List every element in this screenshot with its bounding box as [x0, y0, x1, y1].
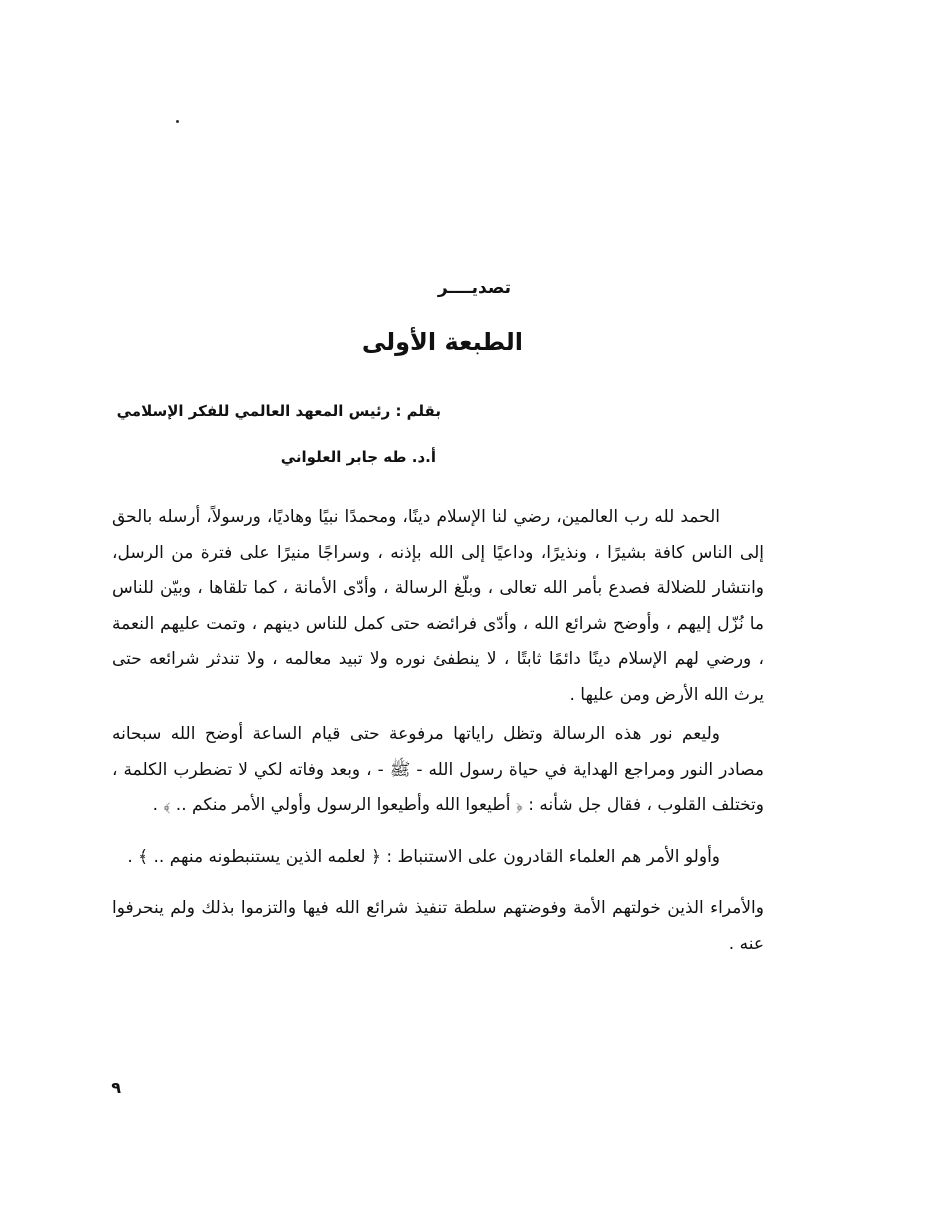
scan-speck — [176, 120, 179, 123]
byline: بقلم : رئيس المعهد العالمي للفكر الإسلامي — [116, 402, 441, 420]
page-number: ٩ — [111, 1078, 121, 1097]
paragraph-4: والأمراء الذين خولتهم الأمة وفوضتهم سلطة تنفيذ شرائع الله فيها والتزموا بذلك ولم ينحرفوا عنه . — [112, 898, 764, 954]
paragraph-1: الحمد لله رب العالمين، رضي لنا الإسلام دينًا، ومحمدًا نبيًا وهاديًا، ورسولاً، أرسله بالحق إلى الناس كافة بشيرًا ، ونذيرًا، وداعيًا إلى الله بإذنه ، وسراجًا منيرًا على فترة من الرسل، وانتشار للضلالة فصدع بأمر الله تعالى ، وبلّغ الرسالة ، وأدّى الأمانة ، كما تلقاها ، وبيّن للناس ما نُزّل إليهم ، وأوضح شرائع الله ، وأدّى فرائضه حتى كمل للناس دينهم ، وتمت عليهم النعمة ، ورضي لهم الإسلام دينًا دائمًا ثابتًا ، لا ينطفئ نوره ولا تبيد معالمه ، ولا تندثر شرائعه حتى يرث الله الأرض ومن عليها . — [112, 507, 764, 705]
edition-heading: الطبعة الأولى — [361, 328, 523, 356]
paragraph-2: وليعم نور هذه الرسالة وتظل راياتها مرفوعة حتى قيام الساعة أوضح الله سبحانه مصادر النور ومراجع الهداية في حياة رسول الله - ﷺ - ، وبعد وفاته لكي لا تضطرب الكلمة ، وتختلف القلوب ، فقال جل شأنه : ﴿ أطيعوا الله وأطيعوا الرسول وأولي الأمر منكم .. ﴾ . — [112, 724, 764, 815]
author-name: أ.د. طه جابر العلواني — [280, 448, 436, 466]
body-text — [112, 500, 764, 962]
preface-heading: تصديــــر — [437, 278, 511, 298]
paragraph-3: وأولو الأمر هم العلماء القادرون على الاستنباط : ﴿ لعلمه الذين يستنبطونه منهم .. ﴾ . — [127, 846, 720, 867]
